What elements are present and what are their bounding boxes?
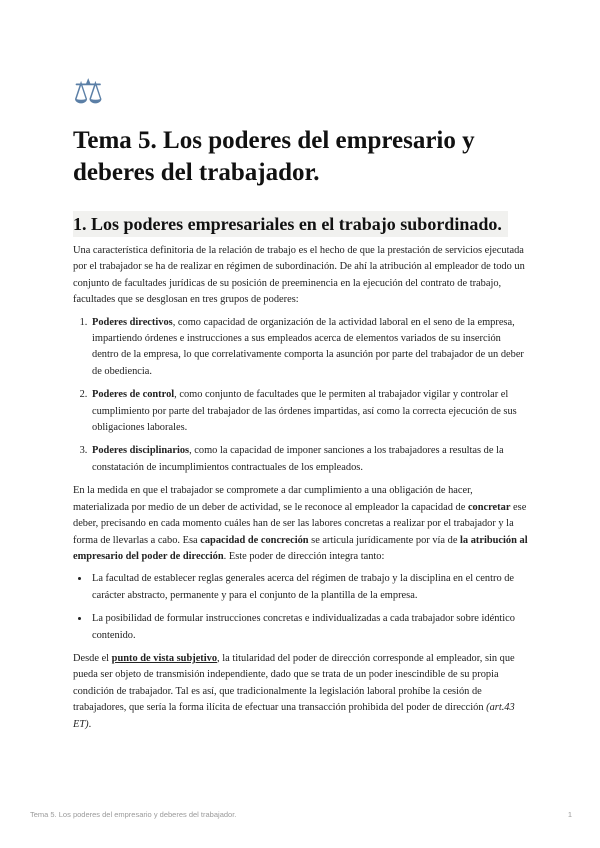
list-item bbox=[90, 387, 529, 436]
section-heading: 1. Los poderes empresariales en el trabajo subordinado. bbox=[73, 211, 508, 237]
text-span: . Este poder de dirección integra tanto: bbox=[223, 550, 385, 562]
footer-title: Tema 5. Los poderes del empresario y deberes del trabajador. bbox=[30, 810, 237, 819]
intro-paragraph: Una característica definitoria de la relación de trabajo es el hecho de que la prestación de servicios ejecutada por el trabajador se ha de realizar en régimen de subordinación. De ahí la atribución al empleador de todo un conjunto de facultades jurídicas de su posición de preeminencia en la ejecución del contrato de trabajo, facultades que se desglosan en tres grupos de poderes: bbox=[73, 245, 525, 306]
list-item bbox=[90, 443, 529, 476]
text-span: . bbox=[88, 718, 92, 730]
page-title: Tema 5. Los poderes del empresario y deberes del trabajador. bbox=[73, 127, 475, 186]
bold-term: la atribución al empresario del poder de dirección bbox=[73, 534, 528, 562]
power-text: , como capacidad de organización de la actividad laboral en el seno de la empresa, impartiendo órdenes e instrucciones a sus empleados acerca de elementos variados de su inserción dentro de la empresa, lo que correlativamente comporta la asunción por parte del trabajador de un deber de obediencia. bbox=[92, 316, 524, 377]
bold-term: concretar bbox=[467, 501, 511, 513]
list-item: • La posibilidad de formular instrucciones concretas e individualizadas a cada trabajador sobre idéntico contenido. bbox=[90, 611, 529, 644]
power-term: Poderes directivos bbox=[92, 316, 173, 328]
subjective-paragraph bbox=[73, 651, 529, 733]
page-footer bbox=[30, 810, 572, 819]
underlined-term: punto de vista subjetivo bbox=[111, 652, 218, 664]
power-term: Poderes de control bbox=[92, 389, 175, 401]
list-item: • La facultad de establecer reglas generales acerca del régimen de trabajo y la disciplina en el centro de carácter abstracto, permanente y para el conjunto de la plantilla de la empresa. bbox=[90, 571, 529, 604]
legal-reference: (art.43 ET) bbox=[73, 702, 515, 730]
text-span: , la titularidad del poder de dirección corresponde al empleador, sin que pueda ser objeto de transmisión independiente, dado que se trata de un poder inescindible de su propia condición de trabajador. Tal es así, que tradicionalmente la legislación laboral prohíbe la cesión de trabajadores, que sería la forma ilícita de efectuar una transacción prohibida del poder de dirección bbox=[73, 652, 515, 714]
direction-paragraph bbox=[73, 483, 529, 565]
power-text: , como conjunto de facultades que le permiten al trabajador vigilar y controlar el cumplimiento por parte del trabajador de las órdenes impartidas, así como la correcta ejecución de sus obligaciones laborales. bbox=[92, 389, 517, 434]
scales-icon: ⚖ bbox=[73, 74, 104, 111]
document-page bbox=[73, 75, 529, 739]
text-span: Desde el bbox=[73, 652, 112, 664]
text-span: ese deber, precisando en cada momento cuáles han de ser las labores concretas a realizar por el trabajador y la forma de llevarlas a cabo. Esa bbox=[73, 501, 527, 546]
list-item bbox=[90, 315, 529, 381]
text-span: se articula jurídicamente por vía de bbox=[308, 534, 461, 546]
direction-bullets bbox=[73, 571, 529, 644]
power-text: , como la capacidad de imponer sanciones a los trabajadores a resultas de la constatación de incumplimientos contractuales de los empleados. bbox=[92, 445, 504, 473]
power-term: Poderes disciplinarios bbox=[92, 445, 190, 457]
bold-term: capacidad de concreción bbox=[200, 534, 309, 546]
text-span: En la medida en que el trabajador se compromete a dar cumplimiento a una obligación de hacer, materializada por medio de un deber de actividad, se le reconoce al empleador la capacidad de bbox=[73, 485, 473, 513]
page-number: 1 bbox=[567, 810, 572, 819]
powers-list bbox=[73, 315, 529, 477]
